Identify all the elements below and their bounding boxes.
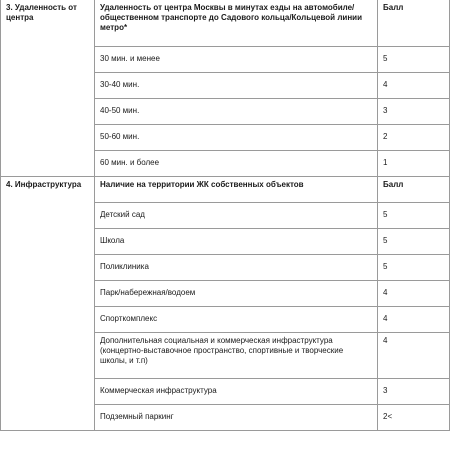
row-score: 3 [378,378,450,404]
row-score: 4 [378,332,450,378]
row-label: Спорткомплекс [95,306,378,332]
row-score: 5 [378,228,450,254]
row-score: 2< [378,404,450,430]
score-header: Балл [378,176,450,202]
row-label: 50-60 мин. [95,124,378,150]
row-label: 40-50 мин. [95,98,378,124]
row-label: 30 мин. и менее [95,46,378,72]
row-score: 1 [378,150,450,176]
row-label: 30-40 мин. [95,72,378,98]
row-score: 4 [378,72,450,98]
row-score: 4 [378,306,450,332]
section-category: 3. Удаленность от центра [1,0,95,176]
row-label: 60 мин. и более [95,150,378,176]
row-score: 4 [378,280,450,306]
row-label: Школа [95,228,378,254]
row-label: Коммерческая инфраструктура [95,378,378,404]
row-score: 5 [378,254,450,280]
section-category: 4. Инфраструктура [1,176,95,430]
section-header: Наличие на территории ЖК собственных объектов [95,176,378,202]
row-label: Детский сад [95,202,378,228]
row-score: 5 [378,46,450,72]
row-label: Поликлиника [95,254,378,280]
row-label: Парк/набережная/водоем [95,280,378,306]
section-header: Удаленность от центра Москвы в минутах езды на автомобиле/общественном транспорте до Садового кольца/Кольцевой линии метро* [95,0,378,46]
row-score: 3 [378,98,450,124]
table-row [1,0,450,46]
score-header: Балл [378,0,450,46]
row-label: Подземный паркинг [95,404,378,430]
row-score: 5 [378,202,450,228]
row-score: 2 [378,124,450,150]
row-label: Дополнительная социальная и коммерческая инфраструктура (концертно-выставочное пространство, спортивные и творческие школы, и т.п) [95,332,378,378]
table-row [1,176,450,202]
